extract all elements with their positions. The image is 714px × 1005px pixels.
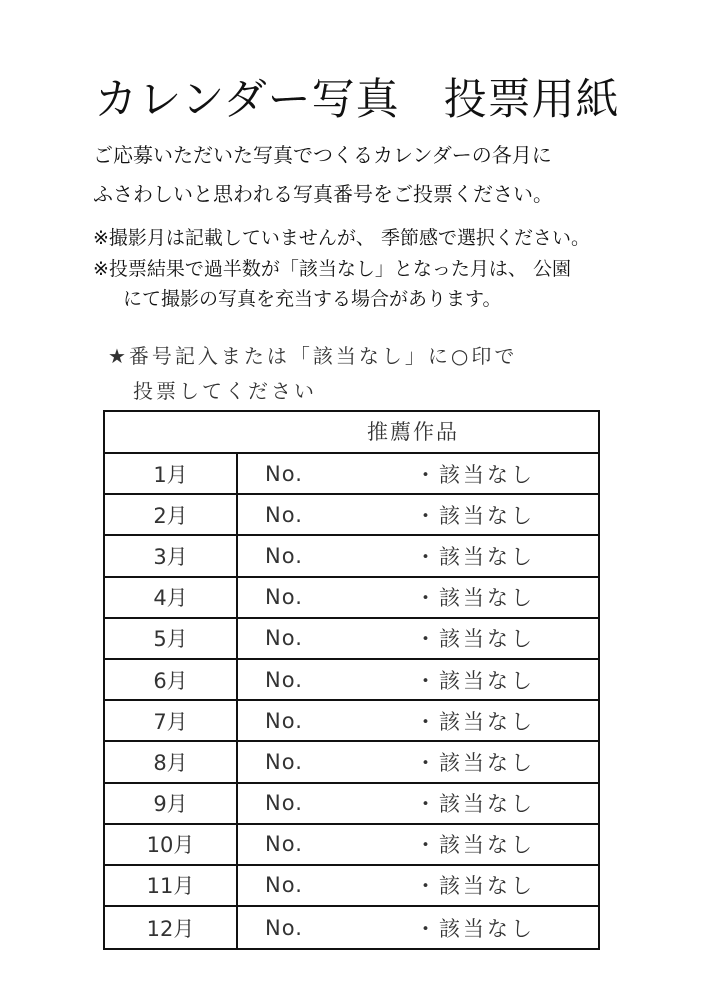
- month-label: 6月: [105, 660, 238, 699]
- ballot-row-2: [105, 495, 598, 536]
- number-field[interactable]: No.: [265, 461, 303, 486]
- page-title: カレンダー写真 投票用紙: [94, 75, 620, 125]
- ballot-row-8: [105, 742, 598, 783]
- number-field[interactable]: No.: [265, 708, 303, 733]
- month-label: 11月: [105, 866, 238, 905]
- instruction-line-2: 投票してください: [133, 379, 317, 403]
- month-label: 9月: [105, 784, 238, 823]
- ballot-row-4: [105, 578, 598, 619]
- ballot-table: [103, 410, 600, 950]
- ballot-header-label: 推薦作品: [367, 420, 459, 444]
- ballot-row-10: [105, 825, 598, 866]
- ballot-row-12: [105, 907, 598, 948]
- none-option[interactable]: ・該当なし: [415, 462, 535, 487]
- number-field[interactable]: No.: [265, 667, 303, 692]
- intro-line-1: ご応募いただいた写真でつくるカレンダーの各月に: [93, 143, 552, 167]
- note-line-2: ※投票結果で過半数が「該当なし」となった月は、 公園: [93, 258, 571, 280]
- number-field[interactable]: No.: [265, 873, 303, 898]
- ballot-row-9: [105, 784, 598, 825]
- month-label: 1月: [105, 454, 238, 493]
- month-label: 2月: [105, 495, 238, 534]
- month-label: 3月: [105, 536, 238, 575]
- none-option[interactable]: ・該当なし: [415, 544, 535, 569]
- month-label: 4月: [105, 578, 238, 617]
- number-field[interactable]: No.: [265, 502, 303, 527]
- number-field[interactable]: No.: [265, 832, 303, 857]
- note-line-1: ※撮影月は記載していませんが、 季節感で選択ください。: [93, 227, 590, 249]
- none-option[interactable]: ・該当なし: [415, 668, 535, 693]
- month-label: 8月: [105, 742, 238, 781]
- none-option[interactable]: ・該当なし: [415, 709, 535, 734]
- month-label: 12月: [105, 907, 238, 948]
- none-option[interactable]: ・該当なし: [415, 627, 535, 652]
- note-line-3: にて撮影の写真を充当する場合があります。: [123, 288, 502, 310]
- ballot-row-11: [105, 866, 598, 907]
- number-field[interactable]: No.: [265, 749, 303, 774]
- ballot-row-6: [105, 660, 598, 701]
- number-field[interactable]: No.: [265, 543, 303, 568]
- ballot-row-1: [105, 454, 598, 495]
- month-label: 7月: [105, 701, 238, 740]
- none-option[interactable]: ・該当なし: [415, 874, 535, 899]
- none-option[interactable]: ・該当なし: [415, 503, 535, 528]
- number-field[interactable]: No.: [265, 626, 303, 651]
- month-label: 10月: [105, 825, 238, 864]
- month-label: 5月: [105, 619, 238, 658]
- ballot-row-3: [105, 536, 598, 577]
- instruction-line-1: ★番号記入または「該当なし」に○印で: [108, 344, 518, 368]
- intro-line-2: ふさわしいと思われる写真番号をご投票ください。: [93, 182, 553, 206]
- ballot-row-7: [105, 701, 598, 742]
- none-option[interactable]: ・該当なし: [415, 792, 535, 817]
- none-option[interactable]: ・該当なし: [415, 586, 535, 611]
- none-option[interactable]: ・該当なし: [415, 750, 535, 775]
- none-option[interactable]: ・該当なし: [415, 916, 535, 941]
- none-option[interactable]: ・該当なし: [415, 833, 535, 858]
- number-field[interactable]: No.: [265, 915, 303, 940]
- ballot-row-5: [105, 619, 598, 660]
- ballot-header: [105, 412, 598, 454]
- number-field[interactable]: No.: [265, 585, 303, 610]
- number-field[interactable]: No.: [265, 791, 303, 816]
